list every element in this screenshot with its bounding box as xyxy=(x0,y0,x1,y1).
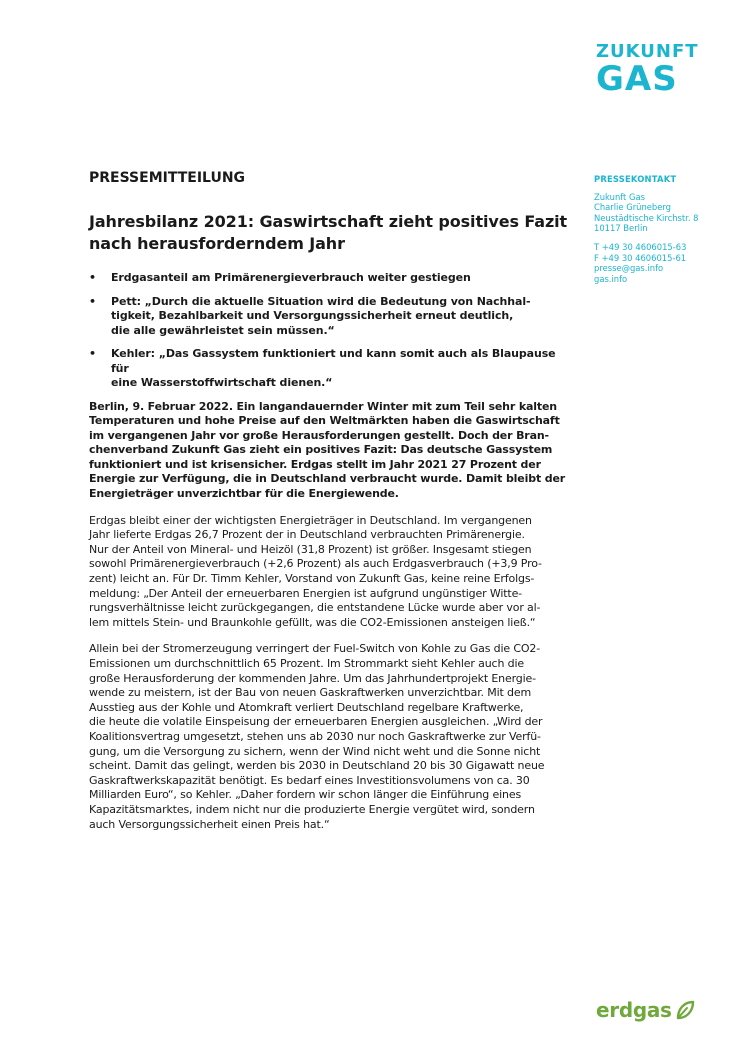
logo-line-2: GAS xyxy=(596,59,678,99)
key-point xyxy=(89,271,569,286)
press-contact-heading: PRESSEKONTAKT xyxy=(594,174,677,184)
bullet-dot: • xyxy=(89,347,96,360)
key-point-text: Erdgasanteil am Primärenergieverbrauch weiter gestiegen xyxy=(111,271,471,284)
key-point xyxy=(89,295,569,339)
contact-org: Zukunft Gas xyxy=(594,191,645,202)
erdgas-wordmark: erdgas xyxy=(596,998,672,1022)
press-release-body xyxy=(89,169,569,832)
contact-city: 10117 Berlin xyxy=(594,223,648,234)
zukunft-gas-logo xyxy=(596,41,699,99)
logo-line-1: ZUKUNFT xyxy=(596,41,699,62)
press-contact xyxy=(594,174,734,284)
key-point-text: Kehler: „Das Gassystem funktioniert und kann somit auch als Blaupause für eine Wasserstoffwirtschaft dienen.“ xyxy=(111,347,556,389)
contact-email[interactable]: presse@gas.info xyxy=(594,263,664,274)
key-point xyxy=(89,347,569,391)
body-paragraph-1: Erdgas bleibt einer der wichtigsten Energieträger in Deutschland. Im vergangenen Jahr lieferte Erdgas 26,7 Prozent der in Deutschland verbrauchten Primärenergie. Nur der Anteil von Mineral- und Heizöl (31,8 Prozent) ist größer. Insgesamt stiegen sowohl Primärenergieverbrauch (+2,6 Prozent) als auch Erdgasverbrauch (+3,9 Pro- zent) leicht an. Für Dr. Timm Kehler, Vorstand von Zukunft Gas, keine reine Erfolgs- meldung: „Der Anteil der erneuerbaren Energien ist aufgrund ungünstiger Witte- rungsverhältnisse leicht zurückgegangen, die entstandene Lücke wurde aber vor al- lem mittels Stein- und Braunkohle gefüllt, was die CO2-Emissionen ansteigen ließ.“ xyxy=(89,513,542,629)
contact-website[interactable]: gas.info xyxy=(594,273,628,284)
lead-paragraph: Berlin, 9. Februar 2022. Ein langandauernder Winter mit zum Teil sehr kalten Temperaturen und hohe Preise auf den Weltmärkten haben die Gaswirtschaft im vergangenen Jahr vor große Herausforderungen gestellt. Doch der Bran- chenverband Zukunft Gas zieht ein positives Fazit: Das deutsche Gassystem funktioniert und ist krisensicher. Erdgas stellt im Jahr 2021 27 Prozent der Energie zur Verfügung, die in Deutschland verbraucht wurde. Damit bleibt der Energieträger unverzichtbar für die Energiewende. xyxy=(89,399,566,501)
body-paragraph-2: Allein bei der Stromerzeugung verringert der Fuel-Switch von Kohle zu Gas die CO2- Emissionen um durchschnittlich 65 Prozent. Im Strommarkt sieht Kehler auch die große Herausforderung der kommenden Jahre. Um das Jahrhundertprojekt Energie- wende zu meistern, ist der Bau von neuen Gaskraftwerken unverzichtbar. Mit dem Ausstieg aus der Kohle und Atomkraft verliert Deutschland regelbare Kraftwerke, die heute die volatile Einspeisung der erneuerbaren Energien ausgleichen. „Wird der Koalitionsvertrag umgesetzt, stehen uns ab 2030 nur noch Gaskraftwerke zur Verfü- gung, um die Versorgung zu sichern, wenn der Wind nicht weht und die Sonne nicht scheint. Damit das gelingt, werden bis 2030 in Deutschland 20 bis 30 Gigawatt neue Gaskraftwerkskapazität benötigt. Es bedarf eines Investitionsvolumens von ca. 30 Milliarden Euro“, so Kehler. „Daher fordern wir schon länger die Einführung eines Kapazitätsmarktes, indem nicht nur die produzierte Energie vergütet wird, sondern auch Versorgungssicherheit einen Preis hat.“ xyxy=(89,642,545,831)
bullet-dot: • xyxy=(89,271,96,284)
contact-street: Neustädtische Kirchstr. 8 xyxy=(594,212,699,223)
contact-fax: F +49 30 4606015-61 xyxy=(594,252,687,263)
key-point-text: Pett: „Durch die aktuelle Situation wird die Bedeutung von Nachhal- tigkeit, Bezahlbarkeit und Versorgungssicherheit erneut deutlich, die alle gewährleistet sein müssen.“ xyxy=(111,294,531,337)
contact-person: Charlie Grüneberg xyxy=(594,202,671,213)
press-release-title: Jahresbilanz 2021: Gaswirtschaft zieht positives Fazit nach herausforderndem Jahr xyxy=(89,212,568,253)
key-points-list xyxy=(89,271,569,391)
document-type-label: PRESSEMITTEILUNG xyxy=(89,170,246,186)
contact-phone: T +49 30 4606015-63 xyxy=(594,241,687,252)
erdgas-logo xyxy=(596,998,696,1022)
leaf-icon xyxy=(674,999,696,1021)
bullet-dot: • xyxy=(89,294,96,308)
